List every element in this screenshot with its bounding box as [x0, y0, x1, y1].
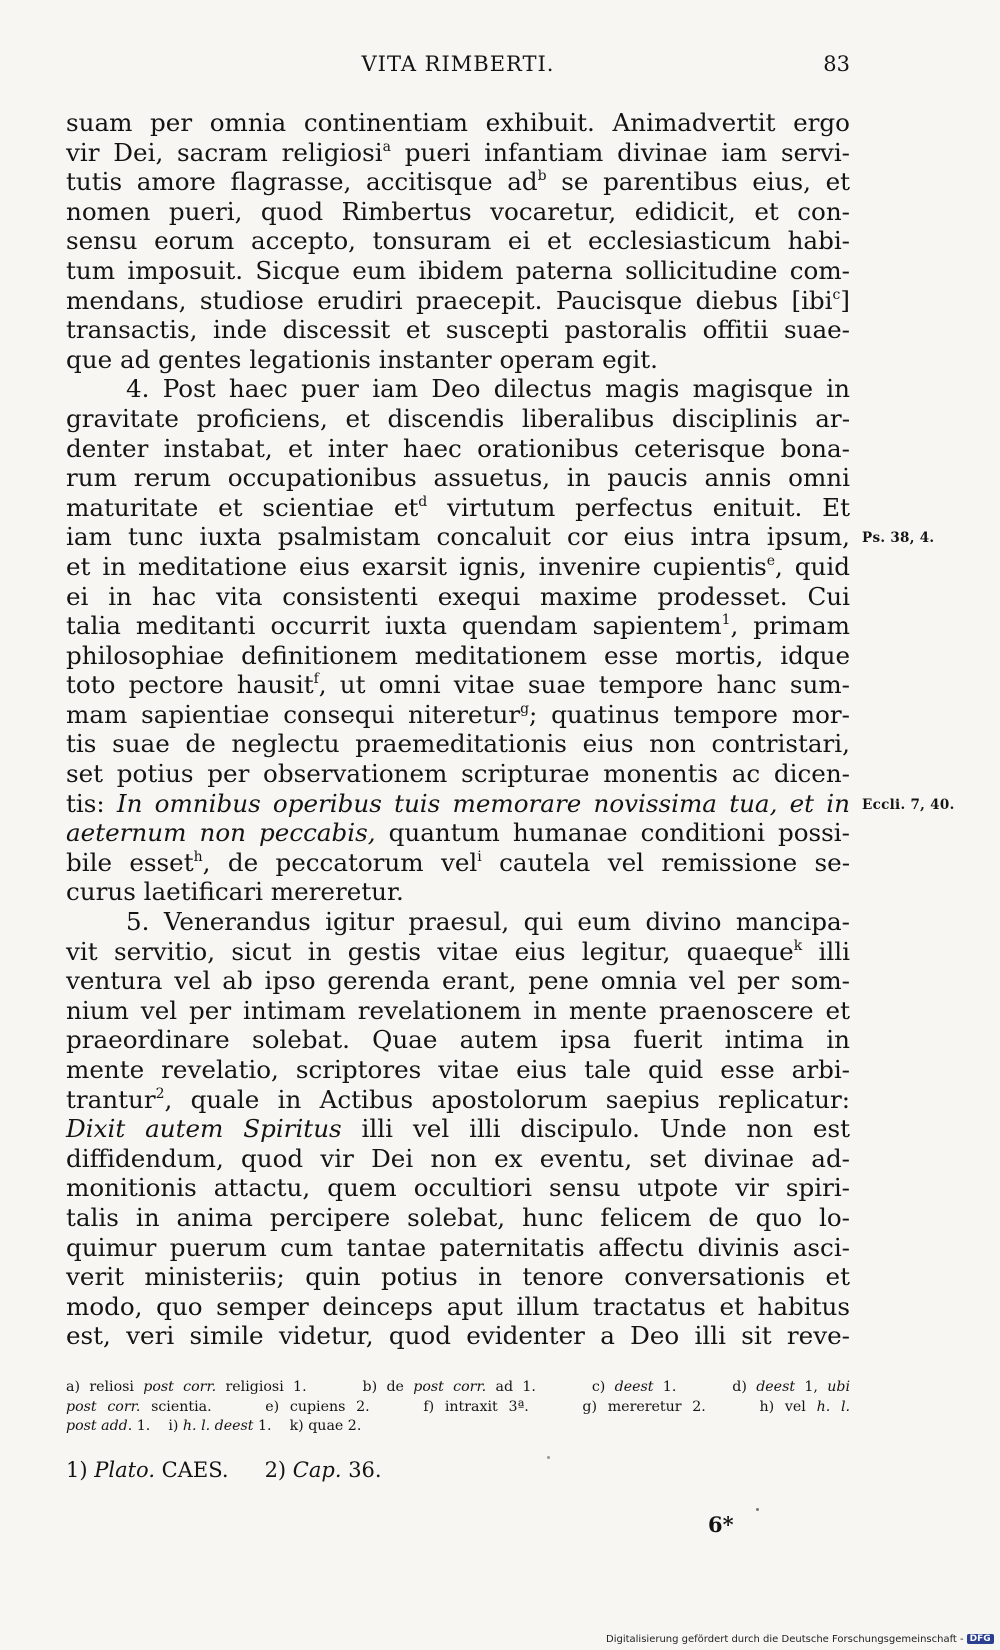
text-line: nium vel per intimam revelationem in mente praenoscere et — [66, 995, 850, 1025]
text-line: monitionis attactu, quem occultiori sensu utpote vir spiri- — [66, 1173, 850, 1203]
text-line: talia meditanti occurrit iuxta quendam sapientem$^1$, primam — [66, 611, 850, 641]
text-line: tutis amore flagrasse, accitisque $ad^b$ se parentibus eius, et — [66, 167, 851, 197]
ink-speck — [756, 1508, 759, 1511]
text-line: talis in anima percipere solebat, hunc felicem de quo lo- — [66, 1202, 850, 1232]
text-line: vir Dei, sacram religiosi$^a$ pueri infantiam divinae iam servi- — [66, 137, 850, 167]
source-footnotes — [66, 1458, 382, 1482]
text-line: trantur$^2$, quale in Actibus apostolorum saepius replicatur: — [66, 1084, 850, 1114]
text-line: toto pectore hausit$^f$, ut omni vitae suae tempore hanc sum- — [66, 670, 850, 700]
text-line: curus laetificari mereretur. — [66, 877, 404, 907]
text-line: iam tunc iuxta psalmistam concaluit cor eius intra ipsum, — [66, 522, 850, 552]
text-line: nomen pueri, quod Rimbertus vocaretur, edidicit, et con- — [66, 196, 850, 226]
text-line: sensu eorum accepto, tonsuram ei et ecclesiasticum habi- — [66, 226, 850, 256]
text-line: philosophiae definitionem meditationem esse mortis, idque — [66, 640, 850, 670]
text-line: 5. Venerandus igitur praesul, qui eum divino mancipa- — [126, 907, 850, 937]
margin-reference: Eccli. 7, 40. — [862, 796, 955, 813]
text-line: bile esset$^h$, de peccatorum vel$^i$ cautela vel remissione se- — [66, 847, 851, 877]
text-line: Dixit autem Spiritus illi vel illi discipulo. Unde non est — [66, 1114, 850, 1144]
footnote-1: 1) Plato. CAES. — [66, 1458, 229, 1482]
text-line: modo, quo semper deinceps aput illum tractatus et habitus — [66, 1291, 850, 1321]
text-line: 4. Post haec puer iam Deo dilectus magis magisque in — [126, 374, 850, 404]
text-line: tis: In omnibus operibus tuis memorare novissima tua, et in — [66, 788, 850, 818]
dfg-logo: DFG — [967, 1634, 994, 1644]
footnote-2: 2) Cap. 36. — [264, 1458, 382, 1482]
text-line: diffidendum, quod vir Dei non ex eventu, set divinae ad- — [66, 1143, 850, 1173]
text-line: transactis, inde discessit et suscepti pastoralis offitii suae- — [66, 315, 850, 345]
text-line: denter instabat, et inter haec orationibus ceterisque bona- — [66, 433, 850, 463]
text-line: ei in hac vita consistenti exequi maxime prodesset. Cui — [66, 581, 850, 611]
text-line: et in meditatione eius exarsit ignis, invenire cupientis$^e$, quid — [66, 551, 851, 581]
text-line: mam sapientiae consequi niteretur$^g$; quatinus tempore mor- — [66, 699, 850, 729]
page-number: 83 — [823, 52, 850, 76]
apparatus-line: a) reliosi post corr. religiosi 1. b) de post corr. ad 1. c) deest 1. d) deest 1, ubi — [66, 1379, 851, 1395]
text-line: maturitate et scientiae $et^d$ virtutum perfectus enituit. Et — [66, 492, 850, 522]
running-header — [66, 52, 850, 86]
text-line: praeordinare solebat. Quae autem ipsa fuerit intima in — [66, 1025, 850, 1055]
running-title: VITA RIMBERTI. — [361, 52, 555, 76]
text-line: set potius per observationem scripturae monentis ac dicen- — [66, 759, 850, 789]
text-line: vit servitio, sicut in gestis vitae eius legitur, quaeque$^k$ illi — [66, 936, 851, 966]
text-line: ventura vel ab ipso gerenda erant, pene omnia vel per som- — [66, 966, 850, 996]
margin-reference: Ps. 38, 4. — [862, 530, 935, 547]
critical-apparatus — [66, 1378, 850, 1437]
text-line: gravitate proficiens, et discendis liberalibus disciplinis ar- — [66, 403, 850, 433]
main-text — [66, 108, 850, 1351]
text-line: tis suae de neglectu praemeditationis eius non contristari, — [66, 729, 850, 759]
text-line: est, veri simile videtur, quod evidenter a Deo illi sit reve- — [66, 1321, 850, 1351]
apparatus-line: post add. 1. i) h. l. deest 1. k) quae 2. — [66, 1418, 362, 1434]
text-line: rum rerum occupationibus assuetus, in paucis annis omni — [66, 463, 850, 493]
text-line: tum imposuit. Sicque eum ibidem paterna sollicitudine com- — [66, 255, 850, 285]
text-line: quimur puerum cum tantae paternitatis affectu divinis asci- — [66, 1232, 850, 1262]
digitization-credit — [606, 1634, 994, 1648]
credit-text: Digitalisierung gefördert durch die Deutsche Forschungsgemeinschaft - — [606, 1634, 964, 1645]
text-line: verit ministeriis; quin potius in tenore conversationis et — [66, 1262, 850, 1292]
text-line: aeternum non peccabis, quantum humanae conditioni possi- — [66, 818, 850, 848]
text-line: mendans, studiose erudiri praecepit. Paucisque diebus [ibi$^c$] — [66, 285, 850, 315]
apparatus-line: post corr. scientia. e) cupiens 2. f) intraxit 3ª. g) mereretur 2. h) vel h. l. — [66, 1398, 850, 1415]
text-line: que ad gentes legationis instanter operam egit. — [66, 344, 658, 374]
text-line: mente revelatio, scriptores vitae eius tale quid esse arbi- — [66, 1055, 850, 1084]
ink-speck — [547, 1456, 550, 1459]
text-line: suam per omnia continentiam exhibuit. Animadvertit ergo — [66, 108, 850, 137]
signature-mark: 6* — [708, 1512, 734, 1537]
